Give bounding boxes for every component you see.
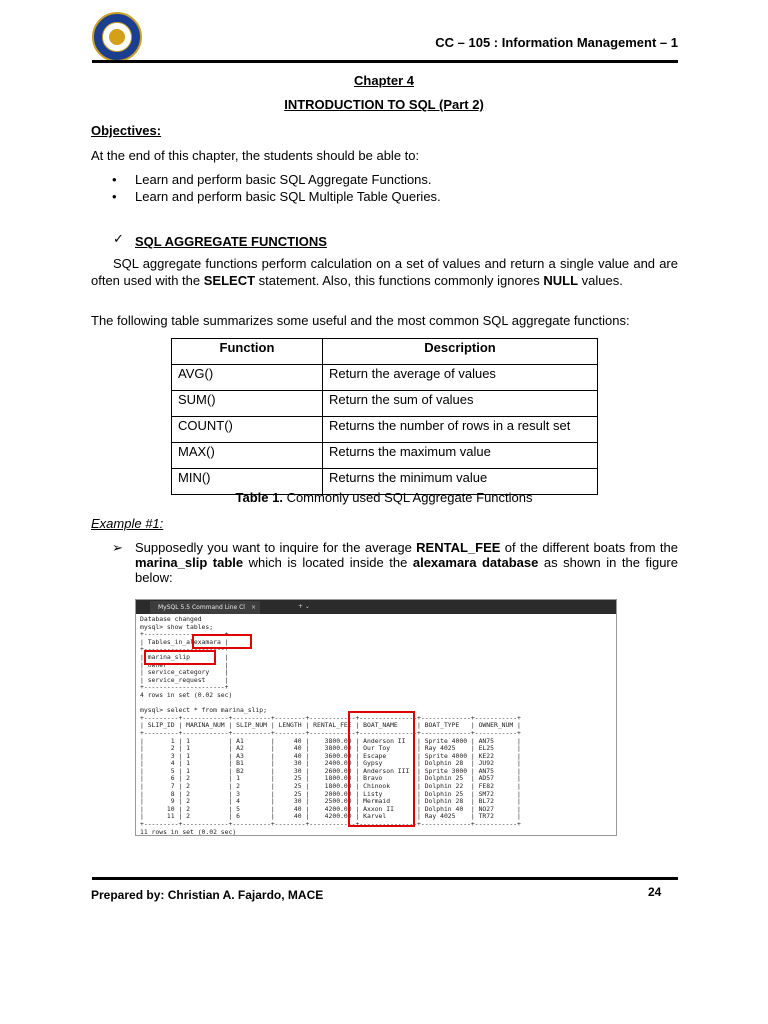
header-rule bbox=[92, 60, 678, 63]
table-row bbox=[172, 443, 598, 469]
table-caption: Table 1. Commonly used SQL Aggregate Functions bbox=[235, 490, 533, 505]
aggregate-functions-table bbox=[171, 338, 598, 495]
close-icon[interactable]: × bbox=[250, 604, 256, 611]
table-intro-paragraph: The following table summarizes some useful and the most common SQL aggregate functions: bbox=[91, 313, 630, 328]
objective-item: • Learn and perform basic SQL Multiple Table Queries. bbox=[112, 188, 441, 205]
section-heading: SQL AGGREGATE FUNCTIONS bbox=[135, 234, 327, 249]
university-logo bbox=[92, 12, 142, 62]
function-cell: MAX() bbox=[172, 443, 323, 469]
logo-seal-icon bbox=[102, 22, 132, 52]
objectives-intro: At the end of this chapter, the students should be able to: bbox=[91, 148, 420, 163]
table-row bbox=[172, 391, 598, 417]
example-label: Example #1: bbox=[91, 516, 164, 531]
description-cell: Returns the minimum value bbox=[323, 469, 598, 495]
function-cell: AVG() bbox=[172, 365, 323, 391]
aggregate-intro-paragraph: SQL aggregate functions perform calculation on a set of values and return a single value and are often used with the SELECT statement. Also, this functions commonly ignores NULL values. bbox=[91, 256, 678, 288]
function-cell: MIN() bbox=[172, 469, 323, 495]
new-tab-icon[interactable]: + ⌄ bbox=[298, 603, 310, 610]
description-cell: Return the sum of values bbox=[323, 391, 598, 417]
table-row bbox=[172, 417, 598, 443]
objectives-list bbox=[112, 171, 441, 205]
description-cell: Returns the maximum value bbox=[323, 443, 598, 469]
table-header-row bbox=[172, 339, 598, 365]
description-cell: Returns the number of rows in a result set bbox=[323, 417, 598, 443]
example-paragraph: Supposedly you want to inquire for the average RENTAL_FEE of the different boats from the marina_slip table which is located inside the alexamara database as shown in the figure below: bbox=[135, 540, 678, 585]
function-cell: SUM() bbox=[172, 391, 323, 417]
column-header: Description bbox=[323, 339, 598, 365]
highlight-marina-slip bbox=[144, 650, 216, 665]
objective-item: • Learn and perform basic SQL Aggregate Functions. bbox=[112, 171, 441, 188]
footer-rule bbox=[92, 877, 678, 880]
highlight-tables-in-alexamara bbox=[192, 634, 252, 649]
chapter-label: Chapter 4 bbox=[354, 73, 414, 88]
terminal-output: Database changed mysql> show tables; +---------------------+ | Tables_in_alexamara | +---------------------+ | marina_slip | | owner | | service_category | | service_request | +---------------------+ 4 rows in set (0.02 sec) mysql> select * from marina_slip; +---------+------------+----------+--------+------------+---------------+-------------+-----------+ | SLIP_ID | MARINA_NUM | SLIP_NUM | LENGTH | RENTAL_FEE | BOAT_NAME | BOAT_TYPE | OWNER_NUM | +---------+------------+----------+--------+------------+---------------+-------------+-----------+ | 1 | 1 | A1 | 40 | 3800.00 | Anderson II | Sprite 4000 | AN75 | | 2 | 1 | A2 | 40 | 3800.00 | Our Toy | Ray 4025 | EL25 | | 3 | 1 | A3 | 40 | 3600.00 | Escape | Sprite 4000 | KE22 | | 4 | 1 | B1 | 30 | 2400.00 | Gypsy | Dolphin 28 | JU92 | | 5 | 1 | B2 | 30 | 2600.00 | Anderson III | Sprite 3000 | AN75 | | 6 | 2 | 1 | 25 | 1800.00 | Bravo | Dolphin 25 | AD57 | | 7 | 2 | 2 | 25 | 1800.00 | Chinook | Dolphin 22 | FE82 | | 8 | 2 | 3 | 25 | 2000.00 | Listy | Dolphin 25 | SM72 | | 9 | 2 | 4 | 30 | 2500.00 | Mermaid | Dolphin 28 | BL72 | | 10 | 2 | 5 | 40 | 4200.00 | Axxon II | Dolphin 40 | NO27 | | 11 | 2 | 6 | 40 | 4200.00 | Karvel | Ray 4025 | TR72 | +---------+------------+----------+--------+------------+---------------+-------------+-----------+ 11 rows in set (0.02 sec) bbox=[140, 615, 521, 836]
column-header: Function bbox=[172, 339, 323, 365]
description-cell: Return the average of values bbox=[323, 365, 598, 391]
arrow-bullet-icon: ➢ bbox=[112, 540, 123, 555]
table-row bbox=[172, 365, 598, 391]
objectives-heading: Objectives: bbox=[91, 123, 162, 138]
page-number: 24 bbox=[648, 885, 662, 899]
terminal-tab-title: MySQL 5.5 Command Line Cl bbox=[158, 604, 245, 611]
chapter-title: INTRODUCTION TO SQL (Part 2) bbox=[284, 97, 484, 112]
course-header: CC – 105 : Information Management – 1 bbox=[435, 35, 678, 50]
function-cell: COUNT() bbox=[172, 417, 323, 443]
terminal-screenshot bbox=[135, 599, 617, 836]
terminal-tab[interactable] bbox=[150, 601, 260, 614]
terminal-tab-bar bbox=[136, 600, 616, 614]
checkmark-icon: ✓ bbox=[113, 231, 124, 246]
prepared-by: Prepared by: Christian A. Fajardo, MACE bbox=[91, 888, 324, 902]
highlight-rental-fee-column bbox=[348, 711, 415, 827]
